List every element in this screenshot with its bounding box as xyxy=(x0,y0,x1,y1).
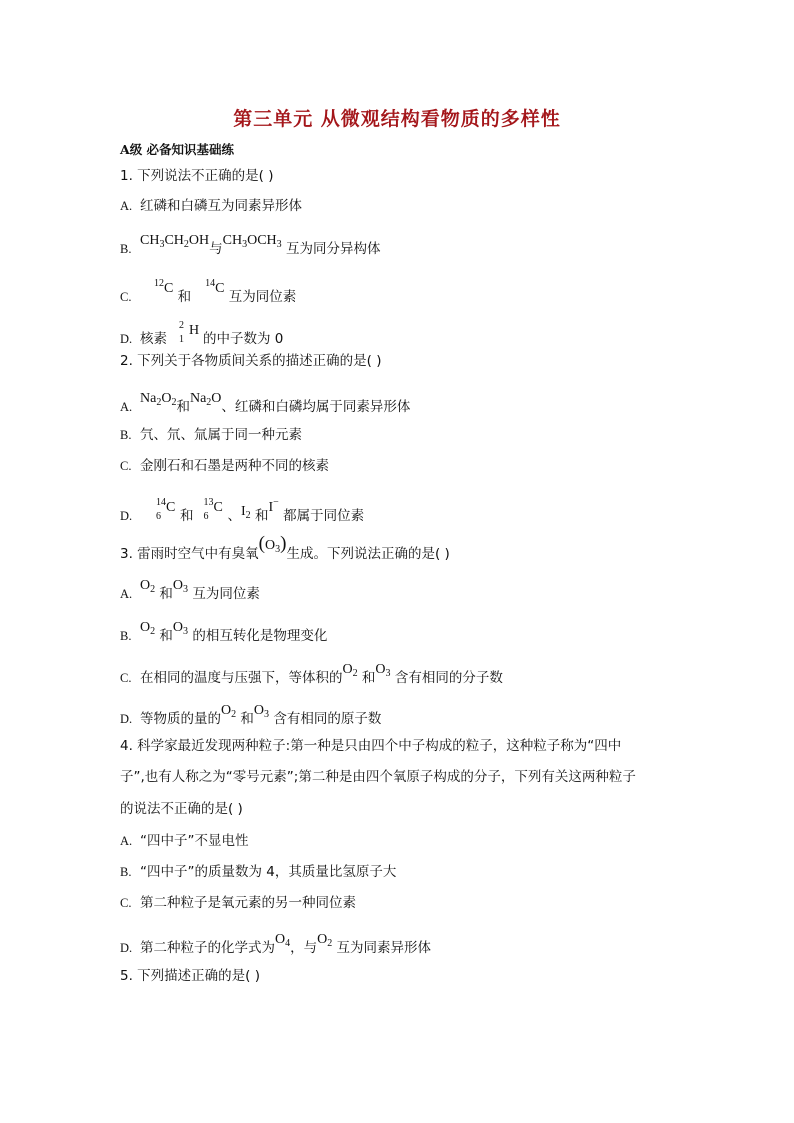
nuclide-c14: $^{14}$C xyxy=(205,278,225,296)
nuclide-c13-6: 13 6 C xyxy=(203,497,223,522)
nuclide-h2: 2 1 H xyxy=(179,320,200,345)
formula-ethanol: $CH_3CH_2OH$ xyxy=(140,233,210,250)
formula-na2o: $Na_2O$ xyxy=(189,391,222,408)
nuclide-c14-6: 14 6 C xyxy=(156,497,176,522)
question-1-stem: 1. 下列说法不正确的是( ) xyxy=(120,168,274,184)
question-2-stem: 2. 下列关于各物质间关系的描述正确的是( ) xyxy=(120,353,382,369)
formula-iodide: I− xyxy=(268,497,279,515)
formula-o3: $(O_3)$ xyxy=(258,533,287,555)
q4-option-a: A. “四中子”不显电性 xyxy=(120,833,249,849)
q1-option-c: C.$^{12}$C 和$^{14}$C 互为同位素 xyxy=(120,278,297,305)
page-title: 第三单元 从微观结构看物质的多样性 xyxy=(233,108,561,130)
formula-o2: $O_2$ xyxy=(140,620,156,637)
formula-o2: $O_2$ xyxy=(342,662,358,679)
formula-o3: $O_3$ xyxy=(253,703,270,720)
question-4-stem-line-2: 子”,也有人称之为“零号元素”;第二种是由四个氧原子构成的分子，下列有关这两种粒子 xyxy=(120,769,636,785)
nuclide-c12: $^{12}$C xyxy=(154,278,174,296)
q1-option-b: $B.CH_3CH_2OH$与$CH_3OCH_3$ 互为同分异构体 xyxy=(120,233,381,257)
question-4-stem-line-3: 的说法不正确的是( ) xyxy=(120,801,243,817)
formula-dimethyl-ether: $CH_3OCH_3$ xyxy=(222,233,282,250)
q4-option-c: C. 第二种粒子是氧元素的另一种同位素 xyxy=(120,895,356,911)
formula-o3: $O_3$ xyxy=(172,578,189,595)
section-heading: A级 必备知识基础练 xyxy=(120,142,235,157)
question-5-stem: 5. 下列描述正确的是( ) xyxy=(120,968,260,984)
question-4-stem-line-1: 4. 科学家最近发现两种粒子:第一种是只由四个中子构成的粒子，这种粒子称为“四中 xyxy=(120,738,622,754)
q2-option-d: D. 14 6 C 和 13 6 C 、$I_2$ 和I− 都属于同位素 xyxy=(120,497,365,524)
formula-o4: $O_4$ xyxy=(275,932,291,949)
formula-o3: $O_3$ xyxy=(375,662,391,679)
formula-o2: $O_2$ xyxy=(317,932,333,949)
formula-o2: $O_2$ xyxy=(140,578,156,595)
formula-o2: $O_2$ xyxy=(221,703,237,720)
q3-option-c: C. 在相同的温度与压强下，等体积的$O_2$ 和$O_3$ 含有相同的分子数 xyxy=(120,662,503,686)
question-3-stem: 3. 雷雨时空气中有臭氧$(O_3)$生成。下列说法正确的是( ) xyxy=(120,533,450,562)
q4-option-d: D. 第二种粒子的化学式为$O_4$，与$O_2$ 互为同素异形体 xyxy=(120,932,432,956)
q3-option-b: $B.O_2$ 和$O_3$ 的相互转化是物理变化 xyxy=(120,620,328,644)
q3-option-d: D. 等物质的量的$O_2$ 和$O_3$ 含有相同的原子数 xyxy=(120,703,382,727)
formula-i2: $I_2$ xyxy=(241,504,251,521)
formula-o3: $O_3$ xyxy=(172,620,189,637)
q1-option-d: D. 核素 2 1 H 的中子数为 0 xyxy=(120,320,284,347)
q2-option-a: $A.Na_2O_2$和$Na_2O$、红磷和白磷均属于同素异形体 xyxy=(120,391,411,415)
q3-option-a: $A.O_2$ 和$O_3$ 互为同位素 xyxy=(120,578,260,602)
q1-option-a: A. 红磷和白磷互为同素异形体 xyxy=(120,198,302,214)
formula-na2o2: $Na_2O_2$ xyxy=(140,391,177,408)
q4-option-b: B. “四中子”的质量数为 4，其质量比氢原子大 xyxy=(120,864,397,880)
q2-option-c: C. 金刚石和石墨是两种不同的核素 xyxy=(120,458,329,474)
q2-option-b: B. 氕、氘、氚属于同一种元素 xyxy=(120,427,302,443)
